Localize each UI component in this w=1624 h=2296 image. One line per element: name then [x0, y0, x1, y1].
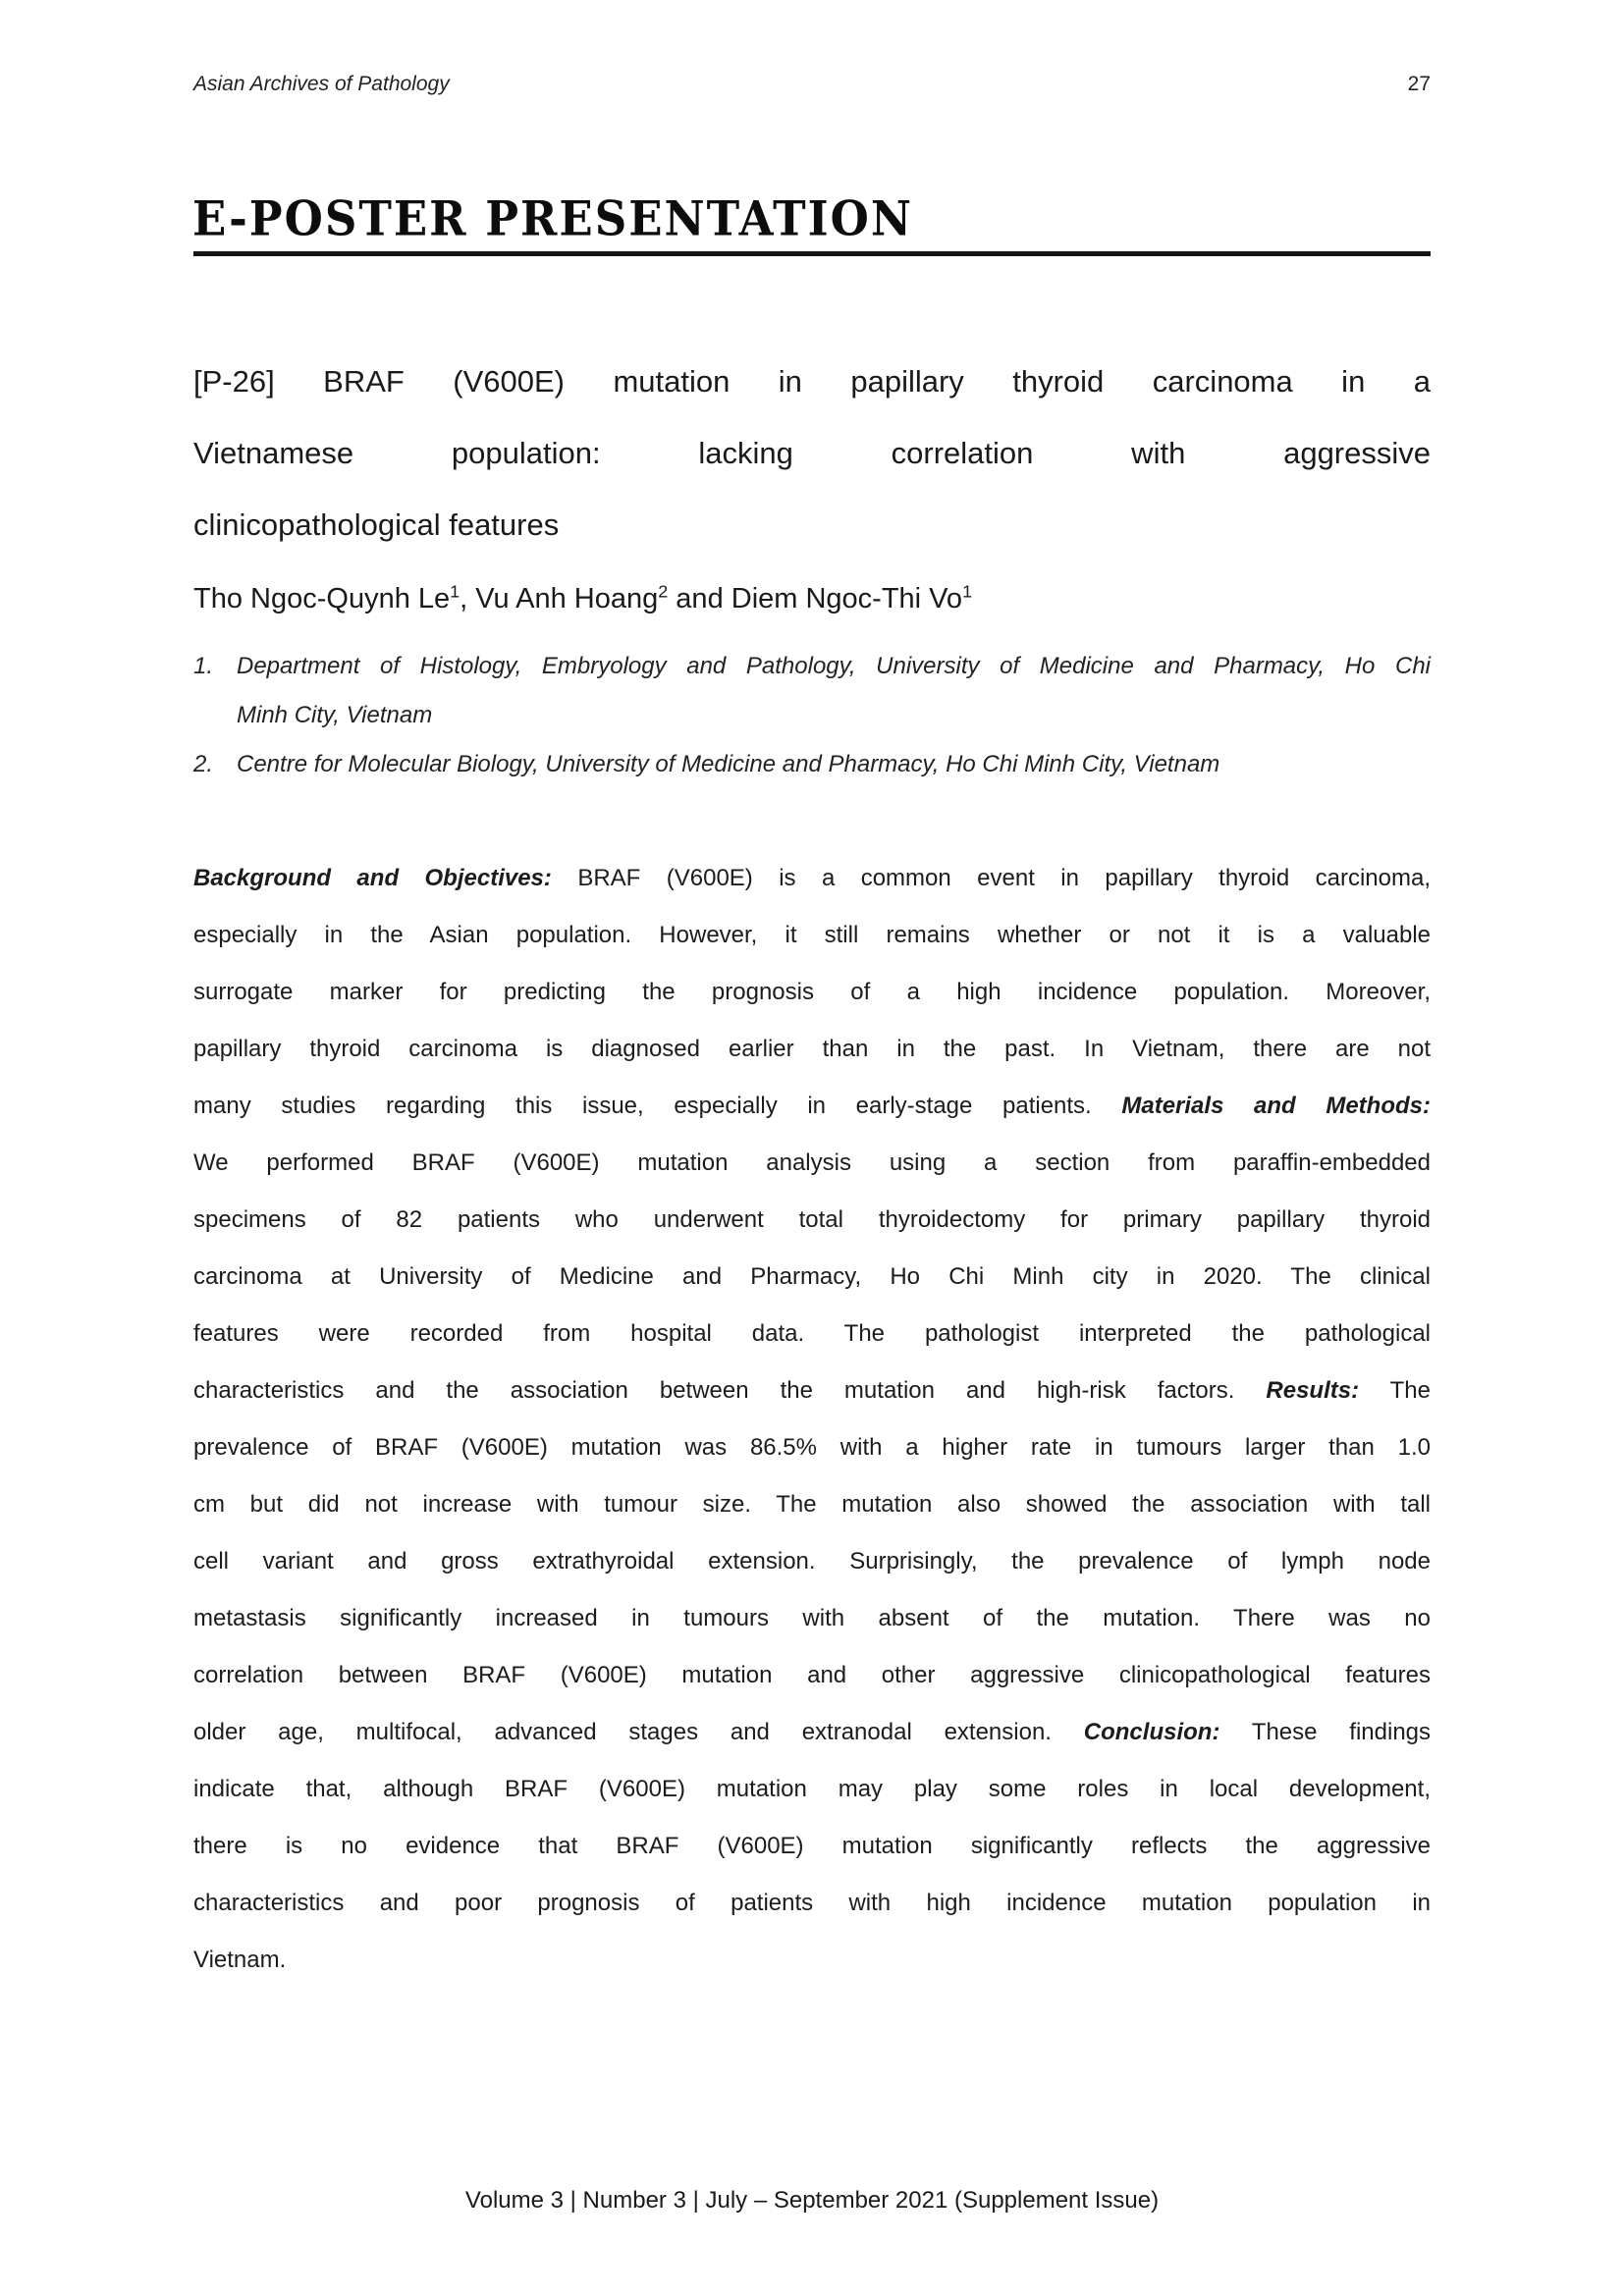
text-segment: specimens of 82 patients who underwent total thyroidectomy for primary papillary thyroid [193, 1206, 1431, 1233]
abstract-line [193, 1761, 1431, 1818]
abstract-line [193, 1875, 1431, 1932]
affiliation-number: 2. [193, 751, 214, 777]
inline-section-label: Conclusion: [1083, 1719, 1220, 1745]
text-segment: Minh City, Vietnam [237, 702, 433, 728]
affiliation-item [193, 740, 1431, 789]
text-segment: correlation between BRAF (V600E) mutation and other aggressive clinicopathological features [193, 1662, 1431, 1688]
abstract-line [193, 1932, 1431, 1989]
abstract-line [193, 1590, 1431, 1647]
text-segment: metastasis significantly increased in tumours with absent of the mutation. There was no [193, 1605, 1431, 1631]
text-segment: characteristics and the association between the mutation and high-risk factors. [193, 1377, 1267, 1404]
text-segment: prevalence of BRAF (V600E) mutation was 86.5% with a higher rate in tumours larger than 1.0 [193, 1434, 1431, 1461]
inline-section-label: Background and Objectives: [193, 865, 552, 891]
affiliation-text [237, 642, 1431, 740]
text-segment: , Vu Anh Hoang [460, 583, 659, 614]
heading-rule [193, 251, 1431, 256]
abstract-line [193, 1021, 1431, 1078]
text-segment: Department of Histology, Embryology and Pathology, University of Medicine and Pharmacy, Ho Chi [237, 653, 1431, 679]
title-line [193, 417, 1431, 489]
abstract-line [193, 850, 1431, 907]
abstract-line [193, 1647, 1431, 1704]
text-segment: clinicopathological features [193, 507, 560, 542]
abstract-line [193, 1306, 1431, 1362]
affiliation-number: 1. [193, 653, 214, 679]
text-segment: cell variant and gross extrathyroidal extension. Surprisingly, the prevalence of lymph node [193, 1548, 1431, 1575]
abstract-line [193, 1362, 1431, 1419]
text-segment: surrogate marker for predicting the prognosis of a high incidence population. Moreover, [193, 979, 1431, 1005]
abstract-line [193, 964, 1431, 1021]
section-heading: E-POSTER PRESENTATION [192, 190, 914, 247]
abstract-line [193, 1078, 1431, 1135]
text-segment: Centre for Molecular Biology, University of Medicine and Pharmacy, Ho Chi Minh City, Vietnam [237, 751, 1220, 777]
text-segment: BRAF (V600E) is a common event in papillary thyroid carcinoma, [551, 865, 1431, 891]
text-segment: and Diem Ngoc-Thi Vo [668, 583, 963, 614]
abstract-line [193, 1192, 1431, 1249]
abstract-line [193, 1533, 1431, 1590]
text-segment: Vietnamese population: lacking correlation with aggressive [193, 436, 1431, 470]
text-segment: Vietnam. [193, 1947, 287, 1973]
text-segment: many studies regarding this issue, especially in early-stage patients. [193, 1093, 1122, 1119]
text-segment: especially in the Asian population. However, it still remains whether or not it is a valuable [193, 922, 1431, 948]
abstract-line [193, 1419, 1431, 1476]
inline-section-label: Materials and Methods: [1121, 1093, 1431, 1119]
page-number: 27 [1407, 73, 1431, 95]
author-line [193, 579, 1431, 618]
text-segment: cm but did not increase with tumour size. The mutation also showed the association with tall [193, 1491, 1431, 1518]
abstract-text [193, 850, 1431, 1989]
author-superscript: 2 [658, 581, 669, 602]
text-segment: These findings [1219, 1719, 1432, 1745]
text-segment: carcinoma at University of Medicine and Pharmacy, Ho Chi Minh city in 2020. The clinical [193, 1263, 1431, 1290]
author-superscript: 1 [450, 581, 460, 602]
text-segment: features were recorded from hospital data. The pathologist interpreted the pathological [193, 1320, 1431, 1347]
text-segment: Tho Ngoc-Quynh Le [193, 583, 451, 614]
journal-name: Asian Archives of Pathology [193, 73, 450, 95]
affiliation-list [193, 642, 1431, 789]
affiliation-line [237, 740, 1431, 789]
abstract-line [193, 1704, 1431, 1761]
text-segment: The [1359, 1377, 1431, 1404]
affiliation-line [237, 642, 1431, 691]
abstract-line [193, 1135, 1431, 1192]
abstract-line [193, 1476, 1431, 1533]
title-line [193, 489, 1431, 561]
inline-section-label: Results: [1266, 1377, 1360, 1404]
text-segment: indicate that, although BRAF (V600E) mutation may play some roles in local development, [193, 1776, 1431, 1802]
text-segment: older age, multifocal, advanced stages and extranodal extension. [193, 1719, 1084, 1745]
text-segment: there is no evidence that BRAF (V600E) mutation significantly reflects the aggressive [193, 1833, 1431, 1859]
text-segment: We performed BRAF (V600E) mutation analysis using a section from paraffin-embedded [193, 1149, 1431, 1176]
abstract-line [193, 907, 1431, 964]
abstract-line [193, 1249, 1431, 1306]
text-segment: [P-26] BRAF (V600E) mutation in papillary thyroid carcinoma in a [193, 364, 1431, 399]
affiliation-item [193, 642, 1431, 740]
abstract-line [193, 1818, 1431, 1875]
paper-title [193, 346, 1431, 561]
page-footer: Volume 3 | Number 3 | July – September 2021 (Supplement Issue) [464, 2187, 1160, 2214]
affiliation-line [237, 691, 1431, 740]
running-header [193, 73, 1431, 96]
author-superscript: 1 [962, 581, 973, 602]
text-segment: papillary thyroid carcinoma is diagnosed earlier than in the past. In Vietnam, there are not [193, 1036, 1431, 1062]
title-line [193, 346, 1431, 417]
text-segment: characteristics and poor prognosis of patients with high incidence mutation population in [193, 1890, 1431, 1916]
affiliation-text [237, 740, 1431, 789]
